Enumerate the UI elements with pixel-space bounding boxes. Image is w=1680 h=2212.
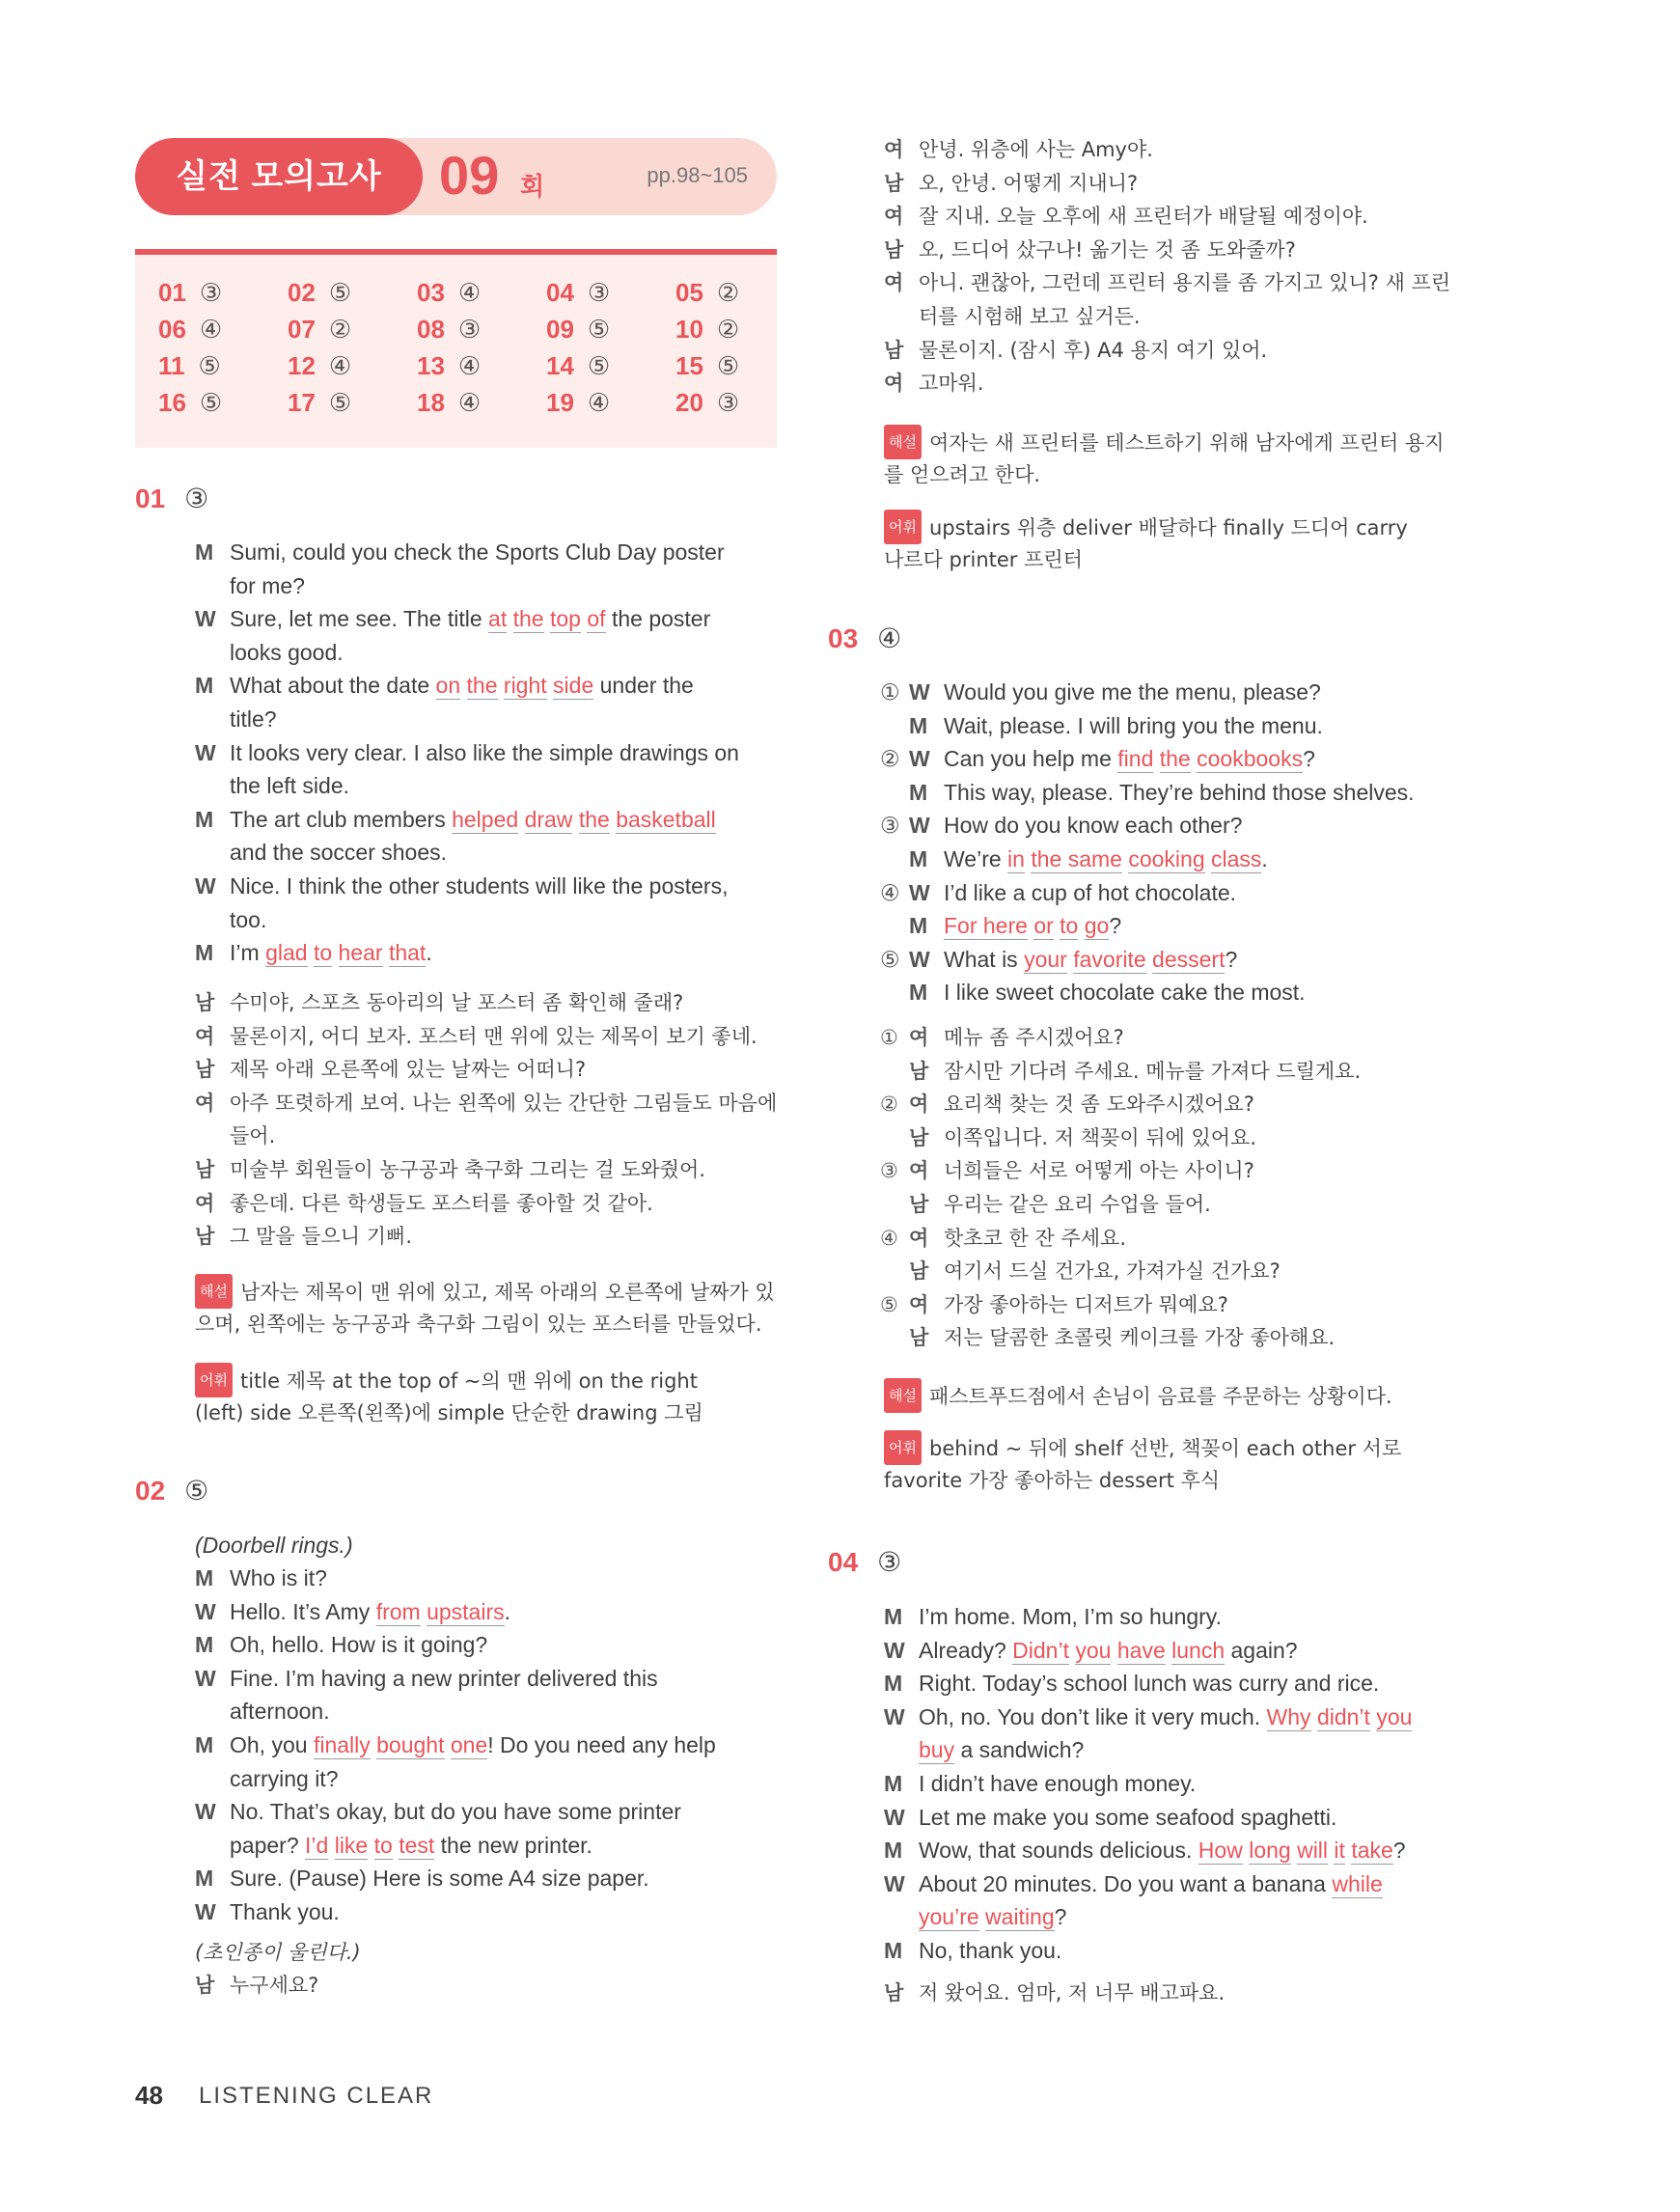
dialogue-line: M No, thank you.	[884, 1934, 1061, 1967]
underlined-answer: Didn’t	[1012, 1637, 1069, 1663]
underlined-answer: the	[1159, 746, 1191, 772]
test-number: 09	[439, 145, 500, 206]
speaker: W	[909, 879, 930, 905]
korean-line: ③ 여 너희들은 서로 어떻게 아는 사이니?	[880, 1154, 1254, 1187]
question-number: 04 ③	[828, 1547, 902, 1577]
dialogue-line: W Fine. I’m having a new printer delivered this	[195, 1662, 658, 1695]
answer-number: 13	[417, 351, 445, 380]
answer-choice: ④	[457, 388, 482, 417]
dialogue-line: W Thank you.	[195, 1895, 340, 1928]
vocabulary-tag: 어휘	[195, 1363, 233, 1397]
answer-item	[546, 315, 652, 345]
answer-choice: ③	[457, 315, 482, 344]
answer-choice: ②	[328, 315, 352, 344]
underlined-answer: from	[375, 1598, 421, 1624]
speaker: 여	[884, 271, 904, 295]
page-number: 48	[135, 2081, 163, 2110]
answer-number: 10	[675, 315, 703, 344]
dialogue-line: M Oh, you finally bought one! Do you need any help	[195, 1728, 716, 1761]
speaker: M	[195, 673, 214, 699]
answer-item	[417, 315, 523, 345]
underlined-answer: find	[1117, 746, 1154, 772]
answer-item	[417, 278, 523, 308]
dialogue-line: M We’re in the same cooking class.	[880, 843, 1268, 875]
dialogue-line: M Right. Today’s school lunch was curry and rice.	[884, 1667, 1379, 1700]
dialogue-line: M I’m home. Mom, I’m so hungry.	[884, 1600, 1222, 1633]
choice-number: ④	[880, 879, 900, 905]
answer-choice: ④	[199, 315, 223, 344]
underlined-answer: you’re	[919, 1904, 979, 1930]
dialogue-line: W Already? Didn’t you have lunch again?	[884, 1634, 1298, 1667]
dialogue-line: you’re waiting?	[919, 1904, 1067, 1930]
answer-choice: ⑤	[198, 351, 221, 380]
dialogue-line: M Wow, that sounds delicious. How long will it take?	[884, 1834, 1406, 1866]
answer-choice: ⑤	[587, 351, 611, 380]
speaker: W	[884, 1637, 905, 1663]
explanation: 해설 패스트푸드점에서 손님이 음료를 주문하는 상황이다.	[884, 1378, 1392, 1413]
dialogue-line: paper? I’d like to test the new printer.	[230, 1832, 592, 1858]
answer-number: 06	[158, 315, 186, 344]
dialogue-line: W Oh, no. You don’t like it very much. Why didn’t you	[884, 1700, 1412, 1733]
speaker: M	[909, 712, 928, 738]
speaker: W	[195, 1665, 216, 1691]
speaker: M	[884, 1671, 903, 1697]
book-title: LISTENING CLEAR	[199, 2083, 434, 2109]
korean-line: 남 물론이지. (잠시 후) A4 용지 여기 있어.	[884, 334, 1267, 367]
speaker: M	[195, 539, 214, 565]
dialogue-line: ⑤ W What is your favorite dessert?	[880, 943, 1237, 976]
vocabulary: 어휘 title 제목 at the top of ~의 맨 위에 on the right	[195, 1363, 698, 1397]
underlined-answer: you	[1075, 1637, 1112, 1663]
explanation: 해설 남자는 제목이 맨 위에 있고, 제목 아래의 오른쪽에 날짜가 있	[195, 1274, 775, 1309]
answer-number: 04	[546, 278, 574, 307]
answer-choice: ③	[587, 278, 611, 307]
speaker: 여	[909, 1092, 929, 1117]
korean-line: 남 제목 아래 오른쪽에 있는 날짜는 어떠니?	[195, 1053, 586, 1086]
korean-line: ④ 여 핫초코 한 잔 주세요.	[880, 1222, 1126, 1255]
page-range: pp.98~105	[647, 163, 748, 187]
answer-key	[135, 249, 777, 448]
choice-number: ⑤	[880, 946, 900, 972]
dialogue-line: carrying it?	[230, 1765, 339, 1791]
underlined-answer: For here	[944, 913, 1028, 939]
korean-line: 여 잘 지내. 오늘 오후에 새 프린터가 배달될 예정이야.	[884, 200, 1368, 233]
underlined-answer: waiting	[985, 1904, 1055, 1930]
answer-item	[417, 388, 523, 418]
dialogue-line: buy a sandwich?	[919, 1737, 1085, 1763]
underlined-answer: lunch	[1171, 1637, 1226, 1663]
underlined-answer: test	[399, 1832, 435, 1858]
speaker: 여	[195, 1091, 215, 1115]
question-number: 03 ④	[828, 623, 902, 653]
speaker: 남	[884, 338, 904, 362]
answer-number: 20	[675, 388, 703, 417]
speaker: W	[195, 606, 216, 632]
underlined-answer: that	[388, 940, 427, 966]
answer-choice: ⑤	[587, 315, 611, 344]
dialogue-line: ② W Can you help me find the cookbooks?	[880, 742, 1315, 775]
dialogue-line: M The art club members helped draw the basketball	[195, 803, 716, 836]
dialogue-line: title?	[230, 706, 277, 732]
answer-choice: ④	[328, 351, 352, 380]
answer-number: 02	[288, 278, 316, 307]
speaker: 남	[909, 1059, 929, 1083]
underlined-answer: class	[1211, 846, 1262, 871]
korean-line: ① 여 메뉴 좀 주시겠어요?	[880, 1021, 1124, 1054]
explanation-tag: 해설	[884, 1378, 922, 1413]
test-title: 실전 모의고사	[135, 138, 423, 215]
underlined-answer: the same	[1031, 846, 1122, 871]
answer-number: 14	[546, 351, 574, 380]
underlined-answer: dessert	[1152, 946, 1226, 972]
korean-line: 남 우리는 같은 요리 수업을 들어.	[880, 1188, 1211, 1221]
choice-number: ②	[880, 1092, 898, 1117]
explanation: 해설 여자는 새 프린터를 테스트하기 위해 남자에게 프린터 용지	[884, 425, 1445, 459]
underlined-answer: while	[1332, 1870, 1383, 1896]
korean-line: 남 수미야, 스포츠 동아리의 날 포스터 좀 확인해 줄래?	[195, 986, 683, 1019]
explanation: 으며, 왼쪽에는 농구공과 축구화 그림이 있는 포스터를 만들었다.	[195, 1313, 762, 1336]
answer-choice: ⑤	[199, 388, 223, 417]
korean-line: ② 여 요리책 찾는 것 좀 도와주시겠어요?	[880, 1088, 1254, 1120]
underlined-answer: bought	[376, 1732, 445, 1757]
korean-line: 남 오, 안녕. 어떻게 지내니?	[884, 167, 1138, 200]
dialogue-line: and the soccer shoes.	[230, 840, 448, 866]
dialogue-line: W About 20 minutes. Do you want a banana while	[884, 1867, 1383, 1900]
answer-item	[546, 278, 652, 308]
speaker: 남	[195, 1158, 215, 1181]
answer-number: 09	[546, 315, 574, 344]
speaker: M	[884, 1604, 903, 1629]
underlined-answer: you	[1376, 1703, 1413, 1729]
underlined-answer: cookbooks	[1197, 746, 1304, 772]
korean-line: 여 고마워.	[884, 367, 984, 400]
dialogue-line: ④ W I’d like a cup of hot chocolate.	[880, 876, 1236, 909]
underlined-answer: like	[334, 1832, 369, 1858]
answer-item	[675, 315, 782, 345]
underlined-answer: have	[1116, 1637, 1166, 1663]
dialogue-line: W Let me make you some seafood spaghetti.	[884, 1801, 1336, 1834]
stage-direction-korean: (초인종이 울린다.)	[195, 1941, 361, 1964]
speaker: M	[195, 1732, 214, 1757]
answer-number: 03	[417, 278, 445, 307]
explanation: 를 얻으려고 한다.	[884, 463, 1041, 486]
answer-choice: ④	[457, 278, 482, 307]
choice-number: ①	[880, 679, 900, 705]
answer-choice: ③	[199, 278, 223, 307]
korean-line: 터를 시험해 보고 싶거든.	[919, 305, 1141, 328]
speaker: 남	[195, 1058, 215, 1082]
korean-line: 남 저 왔어요. 엄마, 저 너무 배고파요.	[884, 1977, 1225, 2009]
vocabulary: (left) side 오른쪽(왼쪽)에 simple 단순한 drawing 그림	[195, 1401, 703, 1424]
answer-number: 05	[675, 278, 703, 307]
dialogue-line: W It looks very clear. I also like the simple drawings on	[195, 736, 739, 769]
speaker: W	[195, 1799, 216, 1825]
korean-line: 여 아니. 괜찮아, 그런데 프린터 용지를 좀 가지고 있니? 새 프린	[884, 266, 1450, 299]
underlined-answer: will	[1297, 1838, 1329, 1864]
dialogue-line: M I didn’t have enough money.	[884, 1767, 1196, 1800]
underlined-answer: hear	[338, 940, 383, 966]
answer-item	[417, 351, 523, 381]
speaker: M	[195, 940, 214, 966]
answer-choice: ④	[457, 351, 482, 380]
underlined-answer: on	[435, 673, 461, 699]
speaker: W	[909, 746, 930, 772]
korean-line: 남 저는 달콤한 초콜릿 케이크를 가장 좋아해요.	[880, 1321, 1335, 1354]
speaker: W	[195, 1598, 216, 1624]
speaker: 남	[909, 1193, 929, 1216]
underlined-answer: favorite	[1073, 946, 1146, 972]
underlined-answer: or	[1033, 913, 1054, 939]
speaker: M	[195, 1632, 214, 1658]
speaker: M	[909, 846, 928, 871]
speaker: M	[909, 980, 928, 1006]
speaker: 남	[195, 1225, 215, 1249]
answer-choice: ⑤	[328, 278, 352, 307]
speaker: M	[884, 1938, 903, 1963]
korean-line: ⑤ 여 가장 좋아하는 디저트가 뭐예요?	[880, 1288, 1228, 1321]
underlined-answer: cooking	[1128, 846, 1205, 871]
answer-number: 07	[288, 315, 316, 344]
speaker: 남	[909, 1259, 929, 1284]
answer-item	[675, 388, 782, 418]
dialogue-line: M Sumi, could you check the Sports Club Day poster	[195, 536, 725, 568]
underlined-answer: basketball	[616, 806, 716, 832]
korean-line: 남 잠시만 기다려 주세요. 메뉴를 가져다 드릴게요.	[880, 1055, 1361, 1088]
choice-number: ⑤	[880, 1292, 898, 1316]
vocabulary: 어휘 behind ~ 뒤에 shelf 선반, 책꽂이 each other 서로	[884, 1430, 1401, 1465]
speaker: M	[884, 1771, 903, 1796]
speaker: 여	[884, 205, 904, 229]
korean-line: 남 누구세요?	[195, 1969, 318, 2002]
dialogue-line: ① W Would you give me the menu, please?	[880, 676, 1321, 708]
underlined-answer: go	[1084, 913, 1110, 939]
answer-number: 15	[675, 351, 703, 380]
underlined-answer: your	[1024, 946, 1067, 972]
speaker: W	[909, 946, 930, 972]
speaker: 여	[195, 1024, 215, 1048]
answer-item	[158, 351, 264, 381]
dialogue-line: M Oh, hello. How is it going?	[195, 1628, 487, 1661]
speaker: 남	[909, 1326, 929, 1350]
speaker: 남	[909, 1125, 929, 1149]
underlined-answer: didn’t	[1316, 1703, 1370, 1729]
choice-number: ④	[880, 1226, 898, 1250]
underlined-answer: How	[1198, 1838, 1243, 1864]
underlined-answer: of	[587, 606, 606, 632]
answer-item	[546, 351, 652, 381]
dialogue-line: W Sure, let me see. The title at the top of the poster	[195, 602, 710, 635]
vocabulary-tag: 어휘	[884, 510, 922, 544]
korean-line: 들어.	[230, 1124, 276, 1148]
dialogue-line: M I’m glad to hear that.	[195, 936, 432, 969]
speaker: M	[195, 806, 214, 832]
underlined-answer: finally	[313, 1732, 371, 1757]
speaker: 여	[909, 1026, 929, 1049]
speaker: M	[195, 1866, 214, 1892]
answer-item	[158, 388, 264, 418]
underlined-answer: top	[550, 606, 581, 632]
dialogue-line: W Nice. I think the other students will like the posters,	[195, 870, 728, 902]
dialogue-line: M What about the date on the right side under the	[195, 669, 694, 702]
underlined-answer: long	[1249, 1838, 1291, 1864]
answer-choice: ⑤	[716, 351, 740, 380]
speaker: 여	[195, 1191, 215, 1215]
question-number: 02 ⑤	[135, 1476, 209, 1506]
korean-line: 남 오, 드디어 샀구나! 옮기는 것 좀 도와줄까?	[884, 234, 1296, 266]
speaker: M	[909, 913, 928, 939]
underlined-answer: in	[1007, 846, 1025, 871]
dialogue-line: for me?	[230, 572, 305, 598]
korean-line: 남 이쪽입니다. 저 책꽂이 뒤에 있어요.	[880, 1121, 1256, 1154]
speaker: 남	[884, 1981, 904, 2005]
answer-number: 11	[158, 351, 185, 380]
dialogue-line: looks good.	[230, 639, 344, 665]
dialogue-line: M For here or to go?	[880, 909, 1121, 942]
answer-choice: ④	[587, 388, 611, 417]
speaker: 여	[909, 1159, 929, 1183]
speaker: 여	[884, 138, 904, 161]
speaker: 여	[884, 372, 904, 396]
underlined-answer: take	[1351, 1838, 1393, 1864]
speaker: W	[909, 813, 930, 839]
speaker: W	[195, 1899, 216, 1924]
speaker: M	[884, 1838, 903, 1864]
choice-number: ③	[880, 813, 900, 839]
answer-choice: ⑤	[328, 388, 352, 417]
dialogue-line: afternoon.	[230, 1699, 330, 1725]
answer-item	[288, 351, 394, 381]
dialogue-line: the left side.	[230, 773, 350, 799]
answer-item	[675, 278, 782, 308]
answer-number: 17	[288, 388, 316, 417]
answer-item	[288, 315, 394, 345]
underlined-answer: right	[503, 673, 547, 699]
speaker: 남	[195, 1974, 215, 1997]
choice-number: ①	[880, 1026, 898, 1049]
answer-item	[546, 388, 652, 418]
underlined-answer: to	[313, 940, 333, 966]
answer-choice: ②	[716, 278, 740, 307]
speaker: 남	[884, 237, 904, 262]
choice-number: ③	[880, 1159, 898, 1183]
dialogue-line: W Hello. It’s Amy from upstairs.	[195, 1595, 510, 1628]
korean-line: 남 미술부 회원들이 농구공과 축구화 그리는 걸 도와줬어.	[195, 1153, 705, 1186]
underlined-answer: helped	[452, 806, 519, 832]
answer-number: 18	[417, 388, 445, 417]
answer-item	[288, 388, 394, 418]
speaker: 남	[195, 991, 215, 1014]
underlined-answer: Why	[1266, 1703, 1311, 1729]
underlined-answer: to	[1060, 913, 1079, 939]
korean-line: 여 아주 또렷하게 보여. 나는 왼쪽에 있는 간단한 그림들도 마음에	[195, 1087, 777, 1120]
underlined-answer: I’d	[305, 1832, 329, 1858]
answer-choice: ③	[716, 388, 740, 417]
korean-line: 여 좋은데. 다른 학생들도 포스터를 좋아할 것 같아.	[195, 1187, 653, 1220]
underlined-answer: the	[578, 806, 610, 832]
underlined-answer: the	[512, 606, 544, 632]
speaker: W	[884, 1804, 905, 1830]
underlined-answer: upstairs	[427, 1598, 505, 1624]
korean-line: 여 안녕. 위층에 사는 Amy야.	[884, 133, 1153, 166]
question-number: 01 ③	[135, 484, 209, 513]
dialogue-line: M This way, please. They’re behind those shelves.	[880, 776, 1415, 809]
dialogue-line: M Wait, please. I will bring you the menu.	[880, 709, 1323, 742]
speaker: 여	[909, 1292, 929, 1316]
answer-item	[675, 351, 782, 381]
underlined-answer: buy	[919, 1737, 955, 1763]
underlined-answer: one	[450, 1732, 488, 1757]
test-header	[135, 138, 777, 215]
dialogue-line: M Who is it?	[195, 1562, 327, 1594]
speaker: M	[195, 1565, 214, 1590]
underlined-answer: side	[553, 673, 594, 699]
answer-number: 08	[417, 315, 445, 344]
dialogue-line: M I like sweet chocolate cake the most.	[880, 976, 1306, 1009]
answer-item	[288, 278, 394, 308]
choice-number: ②	[880, 746, 900, 772]
underlined-answer: to	[373, 1832, 393, 1858]
vocabulary-tag: 어휘	[884, 1430, 922, 1465]
vocabulary: 어휘 upstairs 위층 deliver 배달하다 finally 드디어 carry	[884, 510, 1408, 544]
explanation-tag: 해설	[195, 1274, 233, 1309]
underlined-answer: the	[466, 673, 498, 699]
vocabulary: favorite 가장 좋아하는 dessert 후식	[884, 1469, 1221, 1492]
speaker: W	[884, 1870, 905, 1896]
speaker: W	[884, 1703, 905, 1729]
answer-number: 01	[158, 278, 186, 307]
test-number-suffix: 회	[520, 172, 545, 201]
stage-direction: (Doorbell rings.)	[195, 1533, 353, 1558]
speaker: 남	[884, 171, 904, 195]
underlined-answer: draw	[524, 806, 573, 832]
korean-line: 여 물론이지, 어디 보자. 포스터 맨 위에 있는 제목이 보기 좋네.	[195, 1020, 757, 1053]
dialogue-line: W No. That’s okay, but do you have some printer	[195, 1795, 681, 1828]
answer-number: 16	[158, 388, 186, 417]
speaker: W	[909, 679, 930, 705]
korean-line: 남 그 말을 들으니 기뻐.	[195, 1220, 412, 1253]
underlined-answer: glad	[265, 940, 308, 966]
dialogue-line: ③ W How do you know each other?	[880, 809, 1242, 842]
speaker: 여	[909, 1226, 929, 1250]
vocabulary: 나르다 printer 프린터	[884, 548, 1083, 571]
answer-number: 19	[546, 388, 574, 417]
speaker: M	[909, 779, 928, 805]
answer-number: 12	[288, 351, 316, 380]
answer-item	[158, 278, 264, 308]
dialogue-line: M Sure. (Pause) Here is some A4 size paper.	[195, 1862, 649, 1894]
speaker: W	[195, 873, 216, 899]
answer-item	[158, 315, 264, 345]
underlined-answer: it	[1334, 1838, 1345, 1864]
dialogue-line: too.	[230, 906, 267, 932]
speaker: W	[195, 739, 216, 765]
underlined-answer: at	[488, 606, 508, 632]
korean-line: 남 여기서 드실 건가요, 가져가실 건가요?	[880, 1255, 1281, 1287]
answer-choice: ②	[716, 315, 740, 344]
explanation-tag: 해설	[884, 425, 922, 459]
